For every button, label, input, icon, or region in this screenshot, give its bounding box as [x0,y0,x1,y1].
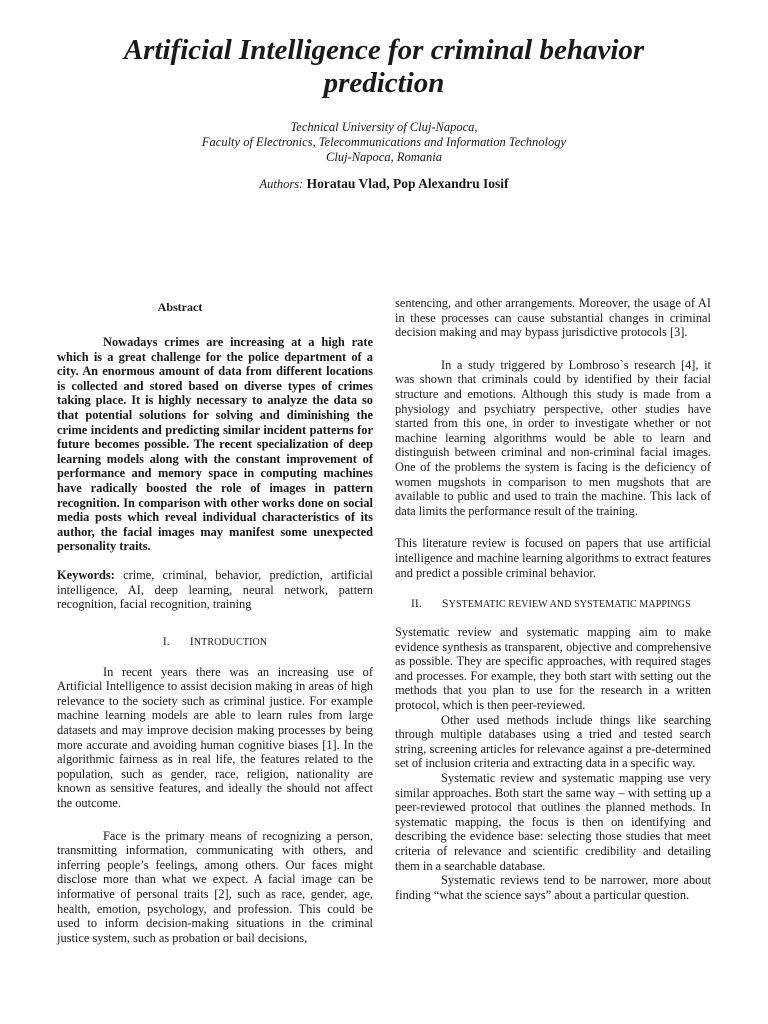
abstract-text: Nowadays crimes are increasing at a high rate which is a great challenge for the police department of a city. An enormous amount of data from different locations is collected and stored based on diverse types of crimes taking place. It is highly necessary to analyze the data so that potential solutions for solving and diminishing the crime incidents and predicting similar incident patterns for future becomes possible. The recent specialization of deep learning models along with the constant improvement of performance and memory space in computing machines have radically boosted the role of images in pattern recognition. In comparison with other works done on social media posts which reveal individual characteristics of its author, the facial images may manifest some unexpected personality traits. [57,335,373,554]
affiliation-faculty: Faculty of Electronics, Telecommunications and Information Technology [201,135,567,149]
paper-title: Artificial Intelligence for criminal behavior prediction [123,34,645,99]
right-column [395,296,711,902]
keywords [57,568,373,612]
body-paragraph-continued: sentencing, and other arrangements. Moreover, the usage of AI in these processes can cause substantial changes in criminal decision making and may bypass jurisdictive protocols [3]. [395,296,711,340]
body-paragraph-lombroso: In a study triggered by Lombroso`s research [4], it was shown that criminals could by identified by their facial structure and emotions. Although this study is made from a physiology and psychiatry perspective, other studies have started from this one, in order to investigate whether or not machine learning algorithms would be able to learn and distinguish between criminal and non-criminal facial images. One of the problems the system is facing is the deficiency of women mugshots in comparison to men mugshots that are available to public and used to train the machine. This lack of data limits the performance result of the training. [395,357,711,518]
section-heading-introduction [57,634,373,649]
intro-paragraph-2: Face is the primary means of recognizing a person, transmitting information, communicating with others, and inferring people’s feelings, among others. Our faces might disclose more than what we expect. A facial image can be informative of personal traits [2], such as race, gender, age, health, emotion, psychology, and profession. This could be used to inform decision-making situations in the criminal justice system, such as probation or bail decisions, [57,828,373,945]
intro-paragraph-1: In recent years there was an increasing use of Artificial Intelligence to assist decision making in areas of high relevance to the society such as criminal justice. For example machine learning models are able to learn rules from large datasets and may improve decision making processes by being more accurate and avoiding human cognitive biases [1]. In the algorithmic fairness as in real life, the features related to the population, such as gender, race, religion, nationality are known as sensitive features, and ideally the should not affect the outcome. [57,664,373,811]
section-first-letter: I [189,633,194,648]
authors-line [100,176,668,192]
authors-label: Authors: [259,177,304,191]
section-title-rest: YSTEMATIC REVIEW AND SYSTEMATIC MAPPINGS [448,599,691,611]
systematic-paragraph-3: Systematic review and systematic mapping use very similar approaches. Both start the same way – with setting up a peer-reviewed protocol that outlines the planned methods. In systematic mapping, the focus is then on identifying and describing the evidence base: selecting those studies that meet criteria of relevance and scientific credibility and detailing them in a searchable database. [395,771,711,873]
section-number: II. [411,598,422,611]
systematic-paragraph-1: Systematic review and systematic mapping aim to make evidence synthesis as transparent, objective and comprehensive as possible. They are specific approaches, with required stages and processes. For example, they both start with setting out the methods that you plan to use for the research in a written protocol, which is then peer-reviewed. [395,625,711,713]
abstract-heading: Abstract [157,300,203,314]
section-title-rest: NTRODUCTION [193,636,268,648]
keywords-label: Keywords: [57,567,115,582]
section-heading-systematic-review [395,596,711,611]
keywords-text: crime, criminal, behavior, prediction, artificial intelligence, AI, deep learning, neural network, pattern recognition, facial recognition, training [57,567,373,612]
section-first-letter: S [441,596,449,611]
authors-names: Horatau Vlad, Pop Alexandru Iosif [306,176,509,191]
left-column [57,296,373,945]
section-number: I. [162,635,170,648]
affiliation [100,120,668,165]
systematic-paragraph-4: Systematic reviews tend to be narrower, more about finding “what the science says” about a particular question. [395,873,711,902]
affiliation-university: Technical University of Cluj-Napoca, [290,120,478,134]
body-paragraph-review-focus: This literature review is focused on papers that use artificial intelligence and machine learning algorithms to extract features and predict a possible criminal behavior. [395,536,711,580]
systematic-paragraph-2: Other used methods include things like searching through multiple databases using a tried and tested search string, screening articles for relevance against a pre-determined set of inclusion criteria and extracting data in a specific way. [395,712,711,771]
affiliation-city: Cluj-Napoca, Romania [326,150,442,164]
